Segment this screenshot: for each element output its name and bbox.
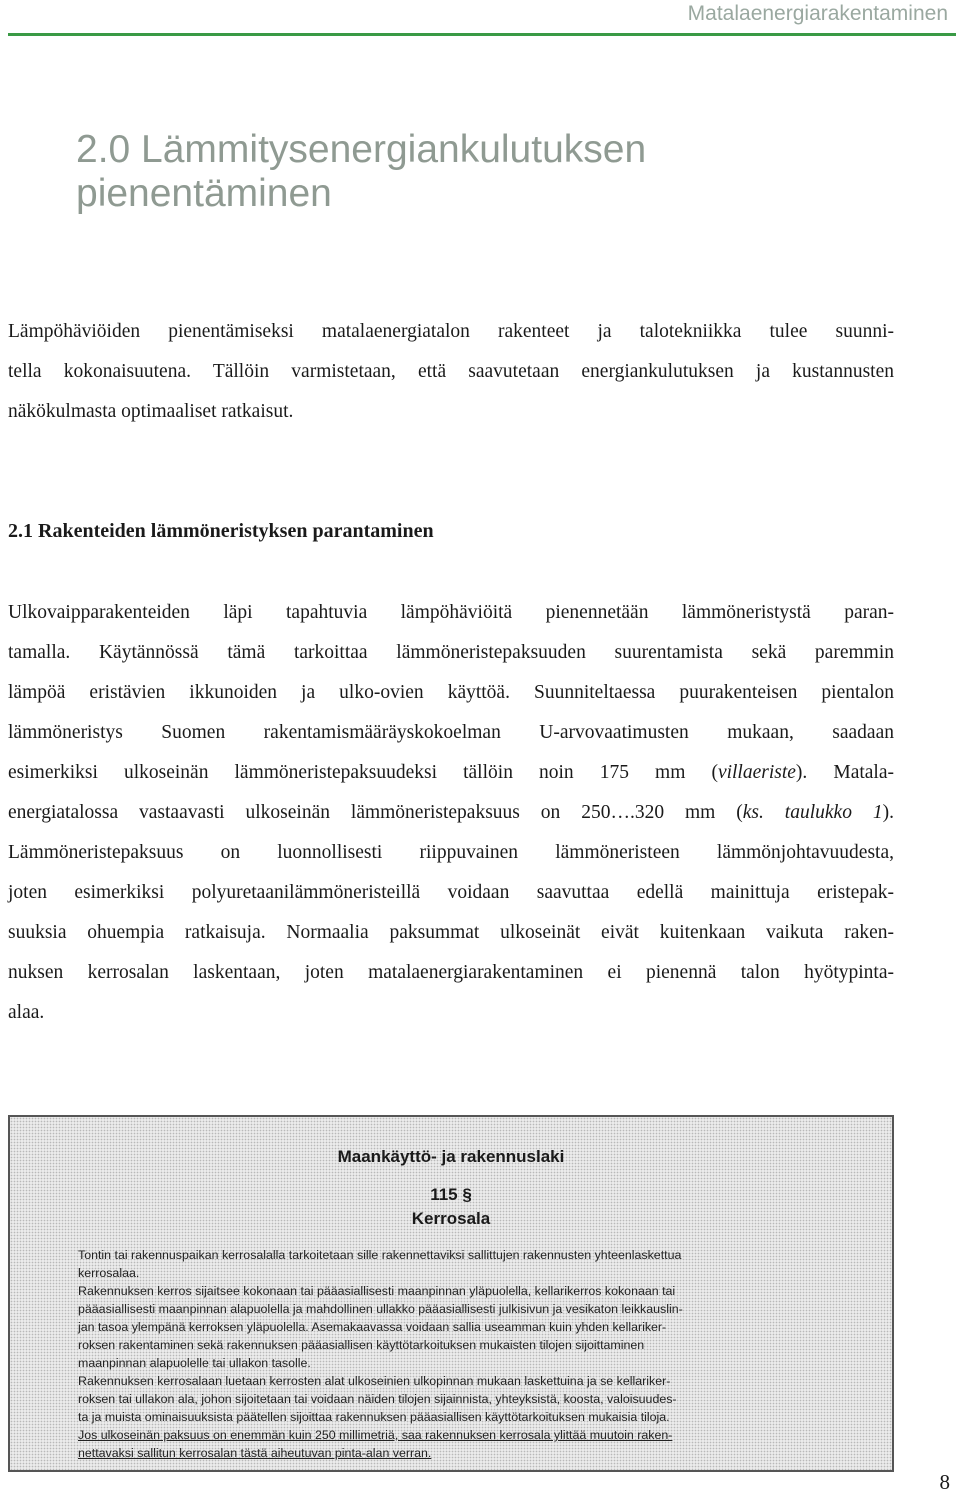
law-line: kerrosalaa.	[78, 1266, 140, 1280]
chapter-title: 2.0 Lämmitysenergiankulutuksen pienentäminen	[76, 128, 647, 215]
text-line: suuksia ohuempia ratkaisuja. Normaalia paksummat ulkoseinät eivät kuitenkaan vaikuta raken-	[8, 922, 894, 943]
text-segment: ). Matala-	[795, 762, 894, 783]
running-head: Matalaenergiarakentaminen	[687, 2, 948, 25]
text-line: tamalla. Käytännössä tämä tarkoittaa lämmöneristepaksuuden suurentamista sekä paremmin	[8, 642, 894, 663]
text-line	[8, 753, 894, 793]
intro-paragraph	[8, 312, 894, 432]
law-line: ta ja muista ominaisuuksista päätellen sijoittaa rakennuksen pääasiallisen käyttötarkoituksen mukaisia tiloja.	[78, 1410, 670, 1424]
section-title: 2.1 Rakenteiden lämmöneristyksen parantaminen	[8, 520, 434, 542]
law-text	[78, 1246, 838, 1462]
text-line: joten esimerkiksi polyuretaanilämmöneristeillä voidaan saavuttaa edellä mainittuja eristepak-	[8, 882, 894, 903]
text-line: alaa.	[8, 1002, 45, 1023]
page-number: 8	[939, 1470, 950, 1494]
law-line: Tontin tai rakennuspaikan kerrosalalla tarkoitetaan sille rakennettaviksi sallittujen rakennusten yhteenlaskettua	[78, 1248, 682, 1262]
emphasis-text: ks. taulukko 1	[742, 802, 883, 823]
text-segment: energiatalossa vastaavasti ulkoseinän lämmöneristepaksuus on 250….320 mm (	[8, 802, 743, 823]
section-paragraph	[8, 593, 894, 1033]
law-section-name: Kerrosala	[411, 1209, 491, 1228]
emphasis-text: villaeriste	[717, 762, 796, 783]
law-section-number: 115 §	[430, 1185, 472, 1204]
law-title: Maankäyttö- ja rakennuslaki	[337, 1147, 565, 1166]
text-line: Ulkovaipparakenteiden läpi tapahtuvia lämpöhäviöitä pienennetään lämmöneristystä paran-	[8, 602, 894, 623]
text-line: Lämmöneristepaksuus on luonnollisesti riippuvainen lämmöneristeen lämmönjohtavuudesta,	[8, 842, 894, 863]
law-line: jan tasoa ylempänä kerroksen yläpuolella. Asemakaavassa voidaan sallia useamman kuin yhden kellariker-	[78, 1320, 667, 1334]
text-line: lämpöä eristävien ikkunoiden ja ulko-ovien käyttöä. Suunniteltaessa puurakenteisen pientalon	[8, 682, 894, 703]
text-line: Lämpöhäviöiden pienentämiseksi matalaenergiatalon rakenteet ja talotekniikka tulee suunni-	[8, 321, 894, 342]
law-line: Rakennuksen kerros sijaitsee kokonaan tai pääasiallisesti maanpinnan yläpuolella, kellarikerros kokonaan tai	[78, 1284, 676, 1298]
text-segment: esimerkiksi ulkoseinän lämmöneristepaksuudeksi tällöin noin 175 mm (	[8, 762, 718, 783]
text-segment: ).	[882, 802, 894, 823]
law-line: maanpinnan alapuolelle tai ullakon tasolle.	[78, 1356, 311, 1370]
law-line-underlined: Jos ulkoseinän paksuus on enemmän kuin 250 millimetriä, saa rakennuksen kerrosala ylittää muutoin raken-	[78, 1428, 673, 1442]
text-line: näkökulmasta optimaaliset ratkaisut.	[8, 401, 294, 422]
text-line: lämmöneristys Suomen rakentamismääräyskokoelman U-arvovaatimusten mukaan, saadaan	[8, 722, 894, 743]
law-line: Rakennuksen kerrosalaan luetaan kerrosten alat ulkoseinien ulkopinnan mukaan laskettuina ja se kellariker-	[78, 1374, 671, 1388]
law-excerpt-box	[8, 1115, 894, 1472]
law-line: roksen tai ullakon ala, johon sijoitetaan tai voidaan näiden tilojen sijainnista, yhteyksistä, koosta, valoisuudes-	[78, 1392, 677, 1406]
law-line: roksen rakentaminen sekä rakennuksen pääasiallisen käyttötarkoituksen mukaisten tilojen sijoittaminen	[78, 1338, 645, 1352]
text-line: nuksen kerrosalan laskentaan, joten matalaenergiarakentaminen ei pienennä talon hyötypinta-	[8, 962, 894, 983]
law-line-underlined: nettavaksi sallitun kerrosalan tästä aiheutuvan pinta-alan verran.	[78, 1446, 432, 1460]
text-line	[8, 793, 894, 833]
law-line: pääasiallisesti maanpinnan alapuolella ja mahdollinen ullakko pääasiallisesti julkisivun ja vesikaton leikkauslin-	[78, 1302, 683, 1316]
header-divider	[8, 33, 956, 36]
text-line: tella kokonaisuutena. Tällöin varmistetaan, että saavutetaan energiankulutuksen ja kustannusten	[8, 361, 894, 382]
